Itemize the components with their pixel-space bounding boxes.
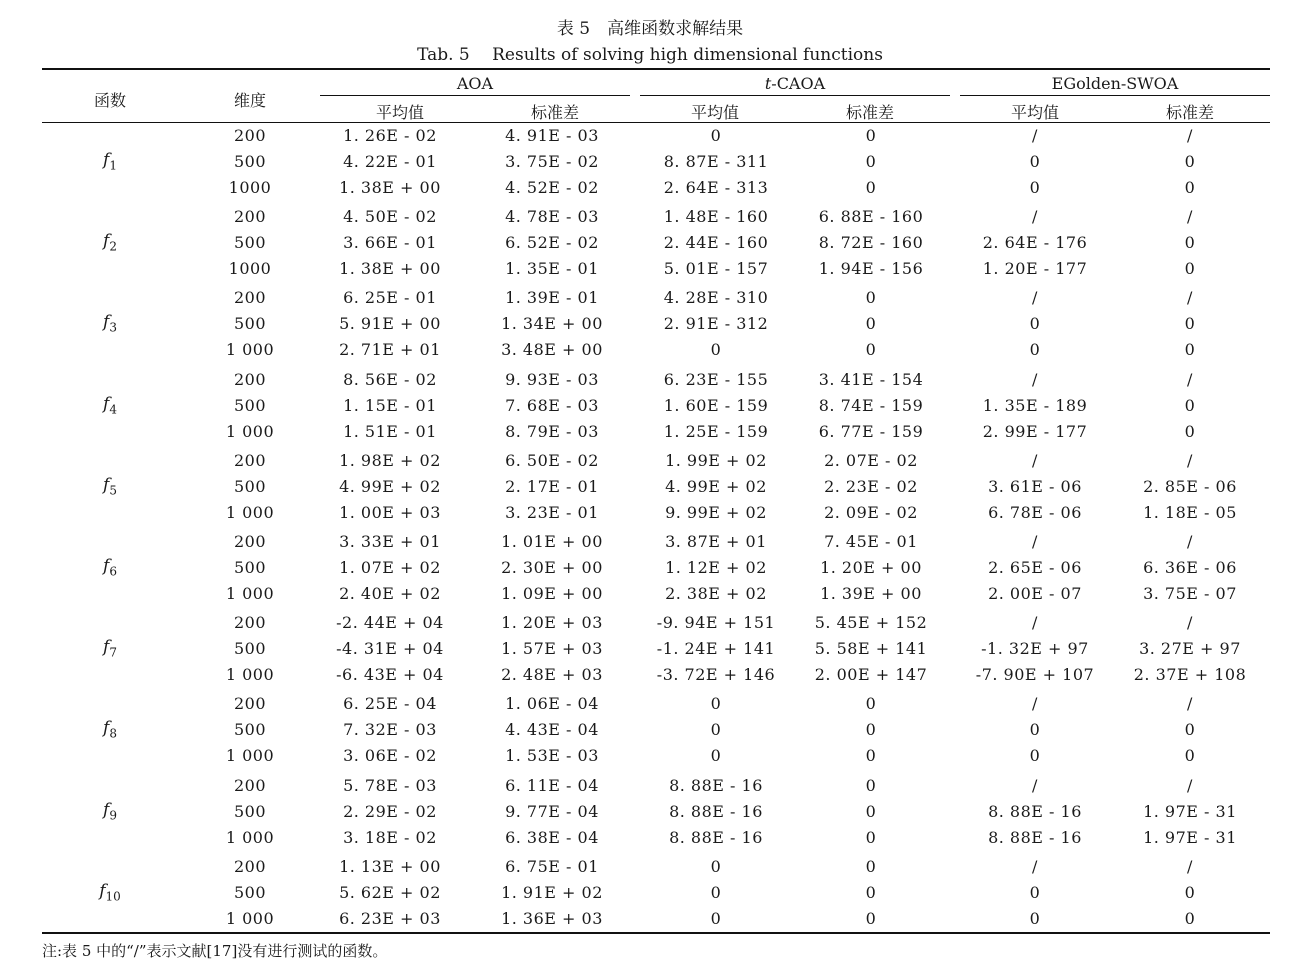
table-cell-aoa-mean: 6. 25E - 04 bbox=[343, 694, 437, 714]
table-cell-aoa-mean: 3. 18E - 02 bbox=[343, 827, 437, 847]
table-cell-dimension: 500 bbox=[233, 639, 267, 659]
function-index: 6 bbox=[109, 564, 117, 579]
table-cell-dimension: 1 000 bbox=[225, 502, 275, 522]
table-cell-tcaoa-mean: 0 bbox=[710, 882, 722, 902]
table-cell-aoa-std: 3. 48E + 00 bbox=[501, 340, 603, 360]
table-cell-tcaoa-std: 8. 72E - 160 bbox=[818, 233, 924, 253]
function-symbol: f bbox=[103, 393, 110, 414]
table-cell-egolden-mean: 8. 88E - 16 bbox=[988, 801, 1082, 821]
table-cell-tcaoa-std: 1. 94E - 156 bbox=[818, 259, 924, 279]
table-cell-tcaoa-mean: 8. 87E - 311 bbox=[663, 152, 769, 171]
table-cell-aoa-std: 6. 50E - 02 bbox=[505, 450, 599, 470]
table-cell-tcaoa-mean: 4. 99E + 02 bbox=[665, 476, 767, 496]
table-cell-tcaoa-std: 0 bbox=[865, 746, 877, 766]
table-cell-egolden-mean: 2. 65E - 06 bbox=[988, 558, 1082, 577]
table-cell-tcaoa-mean: -1. 24E + 141 bbox=[656, 639, 776, 659]
table-cell-tcaoa-std: 6. 77E - 159 bbox=[818, 421, 924, 441]
table-cell-egolden-mean: 1. 35E - 189 bbox=[982, 395, 1088, 415]
table-cell-dimension: 500 bbox=[233, 233, 267, 253]
function-index: 9 bbox=[109, 807, 117, 822]
table-cell-dimension: 1000 bbox=[228, 259, 272, 279]
table-cell-aoa-std: 9. 93E - 03 bbox=[505, 369, 599, 389]
table-cell-tcaoa-mean: 2. 91E - 312 bbox=[663, 314, 769, 334]
function-index: 7 bbox=[109, 645, 117, 660]
table-cell-aoa-mean: 1. 98E + 02 bbox=[339, 450, 441, 470]
table-cell-dimension: 200 bbox=[233, 450, 267, 470]
table-cell-aoa-mean: 1. 38E + 00 bbox=[339, 178, 441, 197]
table-cell-aoa-mean: -6. 43E + 04 bbox=[336, 665, 444, 685]
table-cell-aoa-mean: 1. 15E - 01 bbox=[343, 395, 437, 415]
table-cell-egolden-mean: / bbox=[1032, 775, 1038, 795]
table-cell-aoa-std: 6. 38E - 04 bbox=[505, 827, 599, 847]
table-cell-aoa-std: 2. 17E - 01 bbox=[505, 476, 599, 496]
table-cell-aoa-mean: -4. 31E + 04 bbox=[336, 639, 444, 659]
table-cell-tcaoa-mean: 4. 28E - 310 bbox=[663, 288, 769, 308]
table-cell-tcaoa-std: 0 bbox=[865, 288, 877, 308]
table-cell-dimension: 500 bbox=[233, 476, 267, 496]
table-cell-tcaoa-mean: 3. 87E + 01 bbox=[665, 532, 767, 551]
table-cell-aoa-mean: 7. 32E - 03 bbox=[343, 720, 437, 740]
table-cell-tcaoa-std: 5. 58E + 141 bbox=[814, 639, 928, 659]
table-cell-dimension: 1 000 bbox=[225, 340, 275, 360]
table-cell-tcaoa-std: 2. 07E - 02 bbox=[824, 450, 918, 470]
table-cell-egolden-mean: / bbox=[1032, 450, 1038, 470]
table-cell-dimension: 500 bbox=[233, 882, 267, 902]
table-cell-egolden-std: 1. 97E - 31 bbox=[1143, 801, 1237, 821]
table-cell-aoa-mean: 1. 38E + 00 bbox=[339, 259, 441, 279]
table-cell-tcaoa-mean: 2. 64E - 313 bbox=[663, 178, 769, 197]
function-index: 5 bbox=[109, 483, 117, 498]
function-label bbox=[60, 475, 160, 497]
table-cell-tcaoa-std: 6. 88E - 160 bbox=[818, 207, 924, 227]
table-cell-egolden-mean: 0 bbox=[1029, 340, 1041, 360]
table-cell-tcaoa-std: 2. 09E - 02 bbox=[824, 502, 918, 522]
table-cell-tcaoa-mean: 0 bbox=[710, 694, 722, 714]
table-caption-en: Tab. 5 Results of solving high dimensional functions bbox=[417, 45, 883, 65]
table-cell-aoa-mean: 6. 25E - 01 bbox=[343, 288, 437, 308]
table-cell-aoa-mean: 8. 56E - 02 bbox=[343, 369, 437, 389]
table-cell-aoa-std: 1. 57E + 03 bbox=[501, 639, 603, 659]
table-cell-egolden-std: 1. 97E - 31 bbox=[1143, 827, 1237, 847]
table-cell-tcaoa-std: 0 bbox=[865, 801, 877, 821]
table-cell-egolden-std: / bbox=[1187, 613, 1193, 633]
table-cell-egolden-std: 2. 37E + 108 bbox=[1133, 665, 1247, 685]
table-cell-aoa-std: 1. 53E - 03 bbox=[505, 746, 599, 766]
header-function: 函数 bbox=[93, 91, 126, 110]
table-cell-aoa-mean: 1. 26E - 02 bbox=[343, 126, 437, 145]
table-cell-tcaoa-std: 0 bbox=[865, 775, 877, 795]
function-label bbox=[60, 394, 160, 416]
table-cell-egolden-std: / bbox=[1187, 126, 1193, 145]
table-cell-tcaoa-std: 2. 00E + 147 bbox=[814, 665, 928, 685]
table-cell-aoa-std: 1. 09E + 00 bbox=[501, 584, 603, 603]
table-cell-egolden-mean: / bbox=[1032, 613, 1038, 633]
table-cell-egolden-std: 1. 18E - 05 bbox=[1143, 502, 1237, 522]
table-cell-tcaoa-std: 0 bbox=[865, 340, 877, 360]
table-cell-tcaoa-std: 1. 20E + 00 bbox=[820, 558, 922, 577]
table-cell-dimension: 1 000 bbox=[225, 584, 275, 603]
table-cell-aoa-mean: 2. 71E + 01 bbox=[339, 340, 441, 360]
function-label bbox=[60, 150, 160, 172]
table-cell-egolden-std: / bbox=[1187, 207, 1193, 227]
function-symbol: f bbox=[103, 231, 110, 252]
table-cell-dimension: 200 bbox=[233, 775, 267, 795]
table-cell-tcaoa-std: 0 bbox=[865, 126, 877, 145]
function-symbol: f bbox=[103, 556, 110, 576]
table-cell-egolden-std: 0 bbox=[1184, 233, 1196, 253]
function-index: 2 bbox=[109, 239, 117, 254]
table-cell-tcaoa-mean: 0 bbox=[710, 720, 722, 740]
function-index: 8 bbox=[109, 726, 117, 741]
table-cell-tcaoa-mean: 8. 88E - 16 bbox=[669, 801, 763, 821]
table-cell-egolden-mean: 1. 20E - 177 bbox=[982, 259, 1088, 279]
table-cell-dimension: 200 bbox=[233, 532, 267, 551]
table-cell-egolden-mean: 2. 00E - 07 bbox=[988, 584, 1082, 603]
table-cell-tcaoa-std: 0 bbox=[865, 856, 877, 876]
table-cell-egolden-std: / bbox=[1187, 775, 1193, 795]
table-cell-aoa-mean: 3. 66E - 01 bbox=[343, 233, 437, 253]
function-label bbox=[60, 231, 160, 253]
table-cell-tcaoa-std: 5. 45E + 152 bbox=[814, 613, 928, 633]
function-index: 3 bbox=[109, 320, 117, 335]
table-cell-aoa-mean: -2. 44E + 04 bbox=[336, 613, 444, 633]
function-index: 10 bbox=[105, 889, 121, 904]
header-std-egolden: 标准差 bbox=[1165, 103, 1214, 122]
table-cell-egolden-std: / bbox=[1187, 856, 1193, 876]
table-cell-dimension: 500 bbox=[233, 720, 267, 740]
table-cell-egolden-mean: 0 bbox=[1029, 720, 1041, 740]
table-cell-egolden-std: / bbox=[1187, 369, 1193, 389]
table-cell-aoa-std: 1. 20E + 03 bbox=[501, 613, 603, 633]
table-cell-tcaoa-mean: 8. 88E - 16 bbox=[669, 827, 763, 847]
table-cell-tcaoa-std: 0 bbox=[865, 720, 877, 740]
table-cell-aoa-std: 1. 36E + 03 bbox=[501, 908, 603, 928]
table-cell-tcaoa-std: 0 bbox=[865, 178, 877, 197]
table-cell-egolden-mean: / bbox=[1032, 126, 1038, 145]
header-group-aoa: AOA bbox=[456, 74, 494, 93]
table-cell-aoa-mean: 1. 07E + 02 bbox=[339, 558, 441, 577]
table-cell-dimension: 500 bbox=[233, 314, 267, 334]
header-std-aoa: 标准差 bbox=[530, 103, 579, 122]
table-cell-aoa-mean: 1. 51E - 01 bbox=[343, 421, 437, 441]
table-cell-aoa-std: 4. 52E - 02 bbox=[505, 178, 599, 197]
table-cell-egolden-std: 3. 27E + 97 bbox=[1139, 639, 1241, 659]
table-cell-dimension: 1 000 bbox=[225, 827, 275, 847]
table-cell-dimension: 200 bbox=[233, 288, 267, 308]
table-cell-aoa-std: 6. 52E - 02 bbox=[505, 233, 599, 253]
table-cell-aoa-mean: 5. 91E + 00 bbox=[339, 314, 441, 334]
header-group-tcaoa-prefix: t bbox=[764, 74, 772, 93]
table-cell-aoa-std: 4. 91E - 03 bbox=[505, 126, 599, 145]
table-cell-aoa-mean: 5. 62E + 02 bbox=[339, 882, 441, 902]
table-cell-egolden-mean: 0 bbox=[1029, 152, 1041, 171]
header-mean-tcaoa: 平均值 bbox=[690, 103, 739, 122]
table-cell-egolden-mean: 0 bbox=[1029, 178, 1041, 197]
table-cell-dimension: 500 bbox=[233, 801, 267, 821]
table-cell-egolden-mean: / bbox=[1032, 369, 1038, 389]
table-cell-egolden-std: 0 bbox=[1184, 314, 1196, 334]
table-cell-dimension: 200 bbox=[233, 694, 267, 714]
table-cell-egolden-mean: / bbox=[1032, 288, 1038, 308]
table-cell-egolden-mean: 0 bbox=[1029, 908, 1041, 928]
table-cell-aoa-std: 7. 68E - 03 bbox=[505, 395, 599, 415]
table-cell-egolden-mean: 0 bbox=[1029, 882, 1041, 902]
table-cell-dimension: 500 bbox=[233, 395, 267, 415]
function-index: 4 bbox=[109, 401, 117, 416]
table-cell-dimension: 200 bbox=[233, 856, 267, 876]
table-cell-egolden-mean: 2. 99E - 177 bbox=[982, 421, 1088, 441]
table-cell-dimension: 1000 bbox=[228, 178, 272, 197]
header-std-tcaoa: 标准差 bbox=[845, 103, 894, 122]
function-label bbox=[60, 800, 160, 822]
table-cell-aoa-std: 3. 23E - 01 bbox=[505, 502, 599, 522]
table-cell-tcaoa-std: 0 bbox=[865, 882, 877, 902]
function-symbol: f bbox=[99, 880, 106, 901]
table-cell-tcaoa-std: 8. 74E - 159 bbox=[818, 395, 924, 415]
table-cell-aoa-std: 1. 01E + 00 bbox=[501, 532, 603, 551]
table-cell-egolden-std: 0 bbox=[1184, 152, 1196, 171]
table-cell-egolden-mean: 3. 61E - 06 bbox=[988, 476, 1082, 496]
table-cell-aoa-mean: 1. 13E + 00 bbox=[339, 856, 441, 876]
table-cell-egolden-mean: 0 bbox=[1029, 314, 1041, 334]
table-cell-aoa-std: 6. 75E - 01 bbox=[505, 856, 599, 876]
table-cell-tcaoa-mean: 1. 99E + 02 bbox=[665, 450, 767, 470]
table-cell-tcaoa-std: 1. 39E + 00 bbox=[820, 584, 922, 603]
table-cell-aoa-std: 8. 79E - 03 bbox=[505, 421, 599, 441]
table-cell-dimension: 200 bbox=[233, 369, 267, 389]
table-cell-tcaoa-mean: -3. 72E + 146 bbox=[656, 665, 776, 685]
table-cell-dimension: 1 000 bbox=[225, 746, 275, 766]
table-cell-dimension: 500 bbox=[233, 558, 267, 577]
table-cell-egolden-std: 0 bbox=[1184, 908, 1196, 928]
table-cell-tcaoa-std: 7. 45E - 01 bbox=[824, 532, 918, 551]
table-cell-tcaoa-mean: 0 bbox=[710, 746, 722, 766]
table-cell-egolden-mean: 6. 78E - 06 bbox=[988, 502, 1082, 522]
table-cell-dimension: 200 bbox=[233, 126, 267, 145]
table-cell-tcaoa-mean: -9. 94E + 151 bbox=[656, 613, 776, 633]
table-cell-tcaoa-std: 0 bbox=[865, 152, 877, 171]
table-cell-aoa-mean: 1. 00E + 03 bbox=[339, 502, 441, 522]
table-cell-aoa-mean: 4. 99E + 02 bbox=[339, 476, 441, 496]
function-label bbox=[60, 718, 160, 740]
table-cell-dimension: 200 bbox=[233, 207, 267, 227]
table-cell-egolden-mean: / bbox=[1032, 207, 1038, 227]
table-cell-tcaoa-mean: 1. 60E - 159 bbox=[663, 395, 769, 415]
header-dimension: 维度 bbox=[233, 91, 266, 110]
function-symbol: f bbox=[103, 799, 110, 820]
table-cell-aoa-mean: 3. 06E - 02 bbox=[343, 746, 437, 766]
table-cell-aoa-std: 9. 77E - 04 bbox=[505, 801, 599, 821]
table-cell-tcaoa-mean: 0 bbox=[710, 908, 722, 928]
table-cell-aoa-std: 1. 34E + 00 bbox=[501, 314, 603, 334]
function-label bbox=[60, 312, 160, 334]
table-cell-egolden-std: 0 bbox=[1184, 746, 1196, 766]
table-cell-egolden-std: 0 bbox=[1184, 178, 1196, 197]
table-cell-aoa-std: 2. 48E + 03 bbox=[501, 665, 603, 685]
function-label bbox=[60, 881, 160, 903]
table-cell-aoa-std: 3. 75E - 02 bbox=[505, 152, 599, 171]
table-cell-aoa-mean: 4. 22E - 01 bbox=[343, 152, 437, 171]
function-symbol: f bbox=[103, 718, 110, 739]
table-cell-aoa-mean: 4. 50E - 02 bbox=[343, 207, 437, 227]
table-cell-aoa-mean: 3. 33E + 01 bbox=[339, 532, 441, 551]
table-cell-tcaoa-std: 2. 23E - 02 bbox=[824, 476, 918, 496]
table-cell-tcaoa-mean: 2. 38E + 02 bbox=[665, 584, 767, 603]
table-cell-tcaoa-mean: 1. 12E + 02 bbox=[665, 558, 767, 577]
table-cell-egolden-mean: 8. 88E - 16 bbox=[988, 827, 1082, 847]
function-symbol: f bbox=[103, 312, 110, 333]
function-label bbox=[60, 556, 160, 578]
table-cell-aoa-std: 4. 43E - 04 bbox=[505, 720, 599, 740]
table-cell-egolden-std: 0 bbox=[1184, 421, 1196, 441]
function-index: 1 bbox=[109, 158, 117, 173]
table-cell-tcaoa-std: 0 bbox=[865, 694, 877, 714]
table-cell-aoa-std: 1. 35E - 01 bbox=[505, 259, 599, 279]
table-cell-tcaoa-mean: 1. 25E - 159 bbox=[663, 421, 769, 441]
table-cell-tcaoa-std: 0 bbox=[865, 314, 877, 334]
table-cell-tcaoa-std: 0 bbox=[865, 827, 877, 847]
table-cell-egolden-std: 0 bbox=[1184, 340, 1196, 360]
table-cell-egolden-mean: / bbox=[1032, 532, 1038, 551]
table-cell-aoa-mean: 5. 78E - 03 bbox=[343, 775, 437, 795]
table-cell-aoa-std: 4. 78E - 03 bbox=[505, 207, 599, 227]
table-cell-aoa-std: 1. 39E - 01 bbox=[505, 288, 599, 308]
table-note: 注:表 5 中的“/”表示文献[17]没有进行测试的函数。 bbox=[42, 942, 388, 960]
table-cell-aoa-std: 1. 91E + 02 bbox=[501, 882, 603, 902]
table-cell-tcaoa-mean: 8. 88E - 16 bbox=[669, 775, 763, 795]
table-cell-tcaoa-mean: 2. 44E - 160 bbox=[663, 233, 769, 253]
table-cell-tcaoa-std: 3. 41E - 154 bbox=[818, 369, 924, 389]
function-symbol: f bbox=[103, 150, 110, 170]
table-cell-egolden-mean: / bbox=[1032, 856, 1038, 876]
function-symbol: f bbox=[103, 637, 110, 658]
table-cell-aoa-std: 2. 30E + 00 bbox=[501, 558, 603, 577]
table-cell-egolden-std: 0 bbox=[1184, 720, 1196, 740]
table-cell-tcaoa-mean: 5. 01E - 157 bbox=[663, 259, 769, 279]
table-cell-tcaoa-mean: 9. 99E + 02 bbox=[665, 502, 767, 522]
table-cell-egolden-std: 3. 75E - 07 bbox=[1143, 584, 1237, 603]
header-mean-egolden: 平均值 bbox=[1010, 103, 1059, 122]
table-cell-egolden-std: / bbox=[1187, 694, 1193, 714]
table-cell-dimension: 200 bbox=[233, 613, 267, 633]
table-cell-egolden-std: 0 bbox=[1184, 259, 1196, 279]
header-mean-aoa: 平均值 bbox=[375, 103, 424, 122]
table-cell-egolden-std: 6. 36E - 06 bbox=[1143, 558, 1237, 577]
header-group-tcaoa-rest: -CAOA bbox=[771, 74, 826, 93]
table-cell-egolden-mean: / bbox=[1032, 694, 1038, 714]
table-cell-aoa-std: 6. 11E - 04 bbox=[505, 775, 599, 795]
table-cell-aoa-mean: 2. 29E - 02 bbox=[343, 801, 437, 821]
table-cell-dimension: 1 000 bbox=[225, 421, 275, 441]
table-cell-aoa-mean: 6. 23E + 03 bbox=[339, 908, 441, 928]
table-cell-egolden-std: 0 bbox=[1184, 395, 1196, 415]
table-caption-cn: 表 5 高维函数求解结果 bbox=[556, 19, 744, 39]
table-cell-tcaoa-mean: 0 bbox=[710, 856, 722, 876]
table-cell-aoa-std: 1. 06E - 04 bbox=[505, 694, 599, 714]
table-cell-egolden-mean: 2. 64E - 176 bbox=[982, 233, 1088, 253]
table-cell-egolden-mean: -1. 32E + 97 bbox=[981, 639, 1089, 659]
table-cell-aoa-mean: 2. 40E + 02 bbox=[339, 584, 441, 603]
table-cell-tcaoa-std: 0 bbox=[865, 908, 877, 928]
table-cell-dimension: 1 000 bbox=[225, 908, 275, 928]
header-group-egolden: EGolden-SWOA bbox=[1051, 74, 1179, 93]
function-symbol: f bbox=[103, 474, 110, 495]
table-cell-egolden-mean: -7. 90E + 107 bbox=[975, 665, 1095, 685]
table-cell-egolden-std: 0 bbox=[1184, 882, 1196, 902]
table-cell-egolden-std: / bbox=[1187, 288, 1193, 308]
table-cell-dimension: 1 000 bbox=[225, 665, 275, 685]
table-cell-tcaoa-mean: 0 bbox=[710, 340, 722, 360]
table-cell-egolden-std: 2. 85E - 06 bbox=[1143, 476, 1237, 496]
table-cell-egolden-std: / bbox=[1187, 532, 1193, 551]
table-cell-egolden-std: / bbox=[1187, 450, 1193, 470]
table-cell-tcaoa-mean: 1. 48E - 160 bbox=[663, 207, 769, 227]
table-cell-dimension: 500 bbox=[233, 152, 267, 171]
function-label bbox=[60, 637, 160, 659]
table-cell-egolden-mean: 0 bbox=[1029, 746, 1041, 766]
table-cell-tcaoa-mean: 6. 23E - 155 bbox=[663, 369, 769, 389]
table-cell-tcaoa-mean: 0 bbox=[710, 126, 722, 145]
